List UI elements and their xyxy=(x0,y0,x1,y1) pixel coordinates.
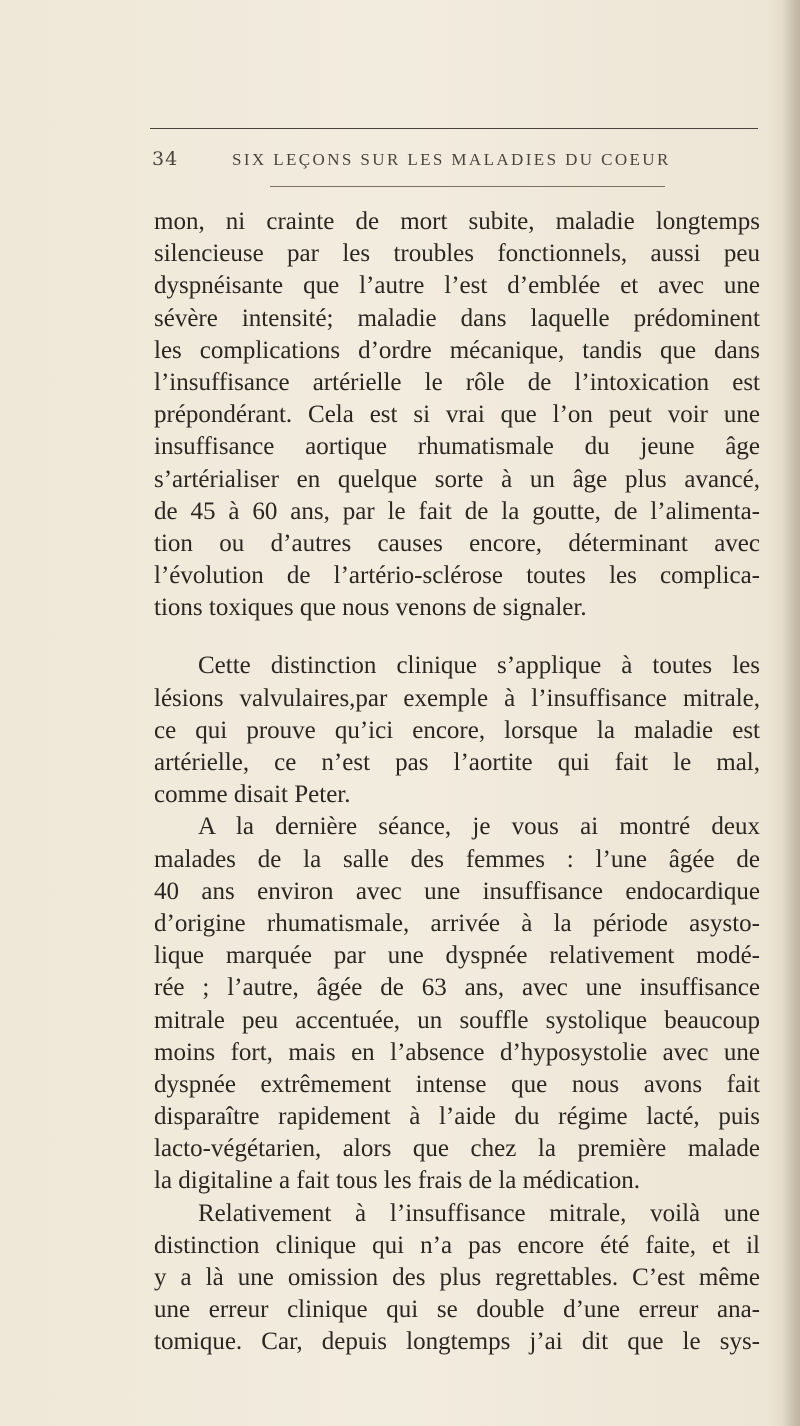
header-rule xyxy=(150,128,758,129)
paragraph-1 xyxy=(154,206,760,624)
text-line: lacto-végétarien, alors que chez la première malade xyxy=(154,1135,760,1163)
text-line: tions toxiques que nous venons de signaler. xyxy=(154,594,587,622)
text-line: tomique. Car, depuis longtemps j’ai dit que le sys- xyxy=(154,1328,760,1356)
running-head xyxy=(152,148,758,178)
text-line: comme disait Peter. xyxy=(154,781,351,809)
header-underline xyxy=(270,186,665,187)
text-line: silencieuse par les troubles fonctionnels, aussi peu xyxy=(154,240,760,268)
text-line: lésions valvulaires,par exemple à l’insuffisance mitrale, xyxy=(154,684,760,712)
text-line: disparaître rapidement à l’aide du régime lacté, puis xyxy=(154,1103,760,1131)
text-line: y a là une omission des plus regrettables. C’est même xyxy=(154,1264,760,1291)
text-line: insuffisance aortique rhumatismale du jeune âge xyxy=(154,433,760,461)
text-line: moins fort, mais en l’absence d’hyposystolie avec une xyxy=(154,1038,760,1066)
text-line: dyspnée extrêmement intense que nous avons fait xyxy=(154,1070,760,1098)
text-line: Cette distinction clinique s’applique à toutes les xyxy=(198,652,760,680)
text-line: rée ; l’autre, âgée de 63 ans, avec une insuffisance xyxy=(154,974,760,1002)
text-line: Relativement à l’insuffisance mitrale, voilà une xyxy=(198,1199,760,1227)
text-line: A la dernière séance, je vous ai montré deux xyxy=(198,813,760,841)
paragraph-gap xyxy=(154,624,760,650)
page-number: 34 xyxy=(152,148,179,170)
paragraph-3 xyxy=(154,811,760,1197)
page-edge-shadow xyxy=(782,0,800,1426)
text-line: prépondérant. Cela est si vrai que l’on peut voir une xyxy=(154,401,760,429)
text-line: lique marquée par une dyspnée relativement modé- xyxy=(154,942,760,970)
text-line: artérielle, ce n’est pas l’aortite qui fait le mal, xyxy=(154,749,760,776)
text-line: distinction clinique qui n’a pas encore été faite, et il xyxy=(154,1231,760,1259)
text-line: dyspnéisante que l’autre l’est d’emblée et avec une xyxy=(154,272,760,300)
text-line: de 45 à 60 ans, par le fait de la goutte, de l’alimenta- xyxy=(154,497,760,525)
text-line: malades de la salle des femmes : l’une âgée de xyxy=(154,845,760,873)
text-line: d’origine rhumatismale, arrivée à la période asysto- xyxy=(154,909,760,937)
body-text xyxy=(154,206,760,1359)
text-line: la digitaline a fait tous les frais de la médication. xyxy=(154,1167,640,1195)
text-line: mon, ni crainte de mort subite, maladie longtemps xyxy=(154,208,760,235)
text-line: mitrale peu accentuée, un souffle systolique beaucoup xyxy=(154,1006,760,1034)
text-line: ce qui prouve qu’ici encore, lorsque la maladie est xyxy=(154,716,760,744)
text-line: 40 ans environ avec une insuffisance endocardique xyxy=(154,877,760,905)
text-line: l’insuffisance artérielle le rôle de l’intoxication est xyxy=(154,368,760,396)
text-line: l’évolution de l’artério-sclérose toutes les complica- xyxy=(154,562,760,590)
running-title: SIX LEÇONS SUR LES MALADIES DU COEUR xyxy=(232,150,671,169)
text-line: une erreur clinique qui se double d’une erreur ana- xyxy=(154,1296,760,1324)
text-line: sévère intensité; maladie dans laquelle prédominent xyxy=(154,304,760,332)
text-line: s’artérialiser en quelque sorte à un âge plus avancé, xyxy=(154,465,760,493)
paragraph-4 xyxy=(154,1198,760,1359)
text-line: tion ou d’autres causes encore, déterminant avec xyxy=(154,529,760,557)
text-line: les complications d’ordre mécanique, tandis que dans xyxy=(154,336,760,364)
paragraph-2 xyxy=(154,650,760,811)
